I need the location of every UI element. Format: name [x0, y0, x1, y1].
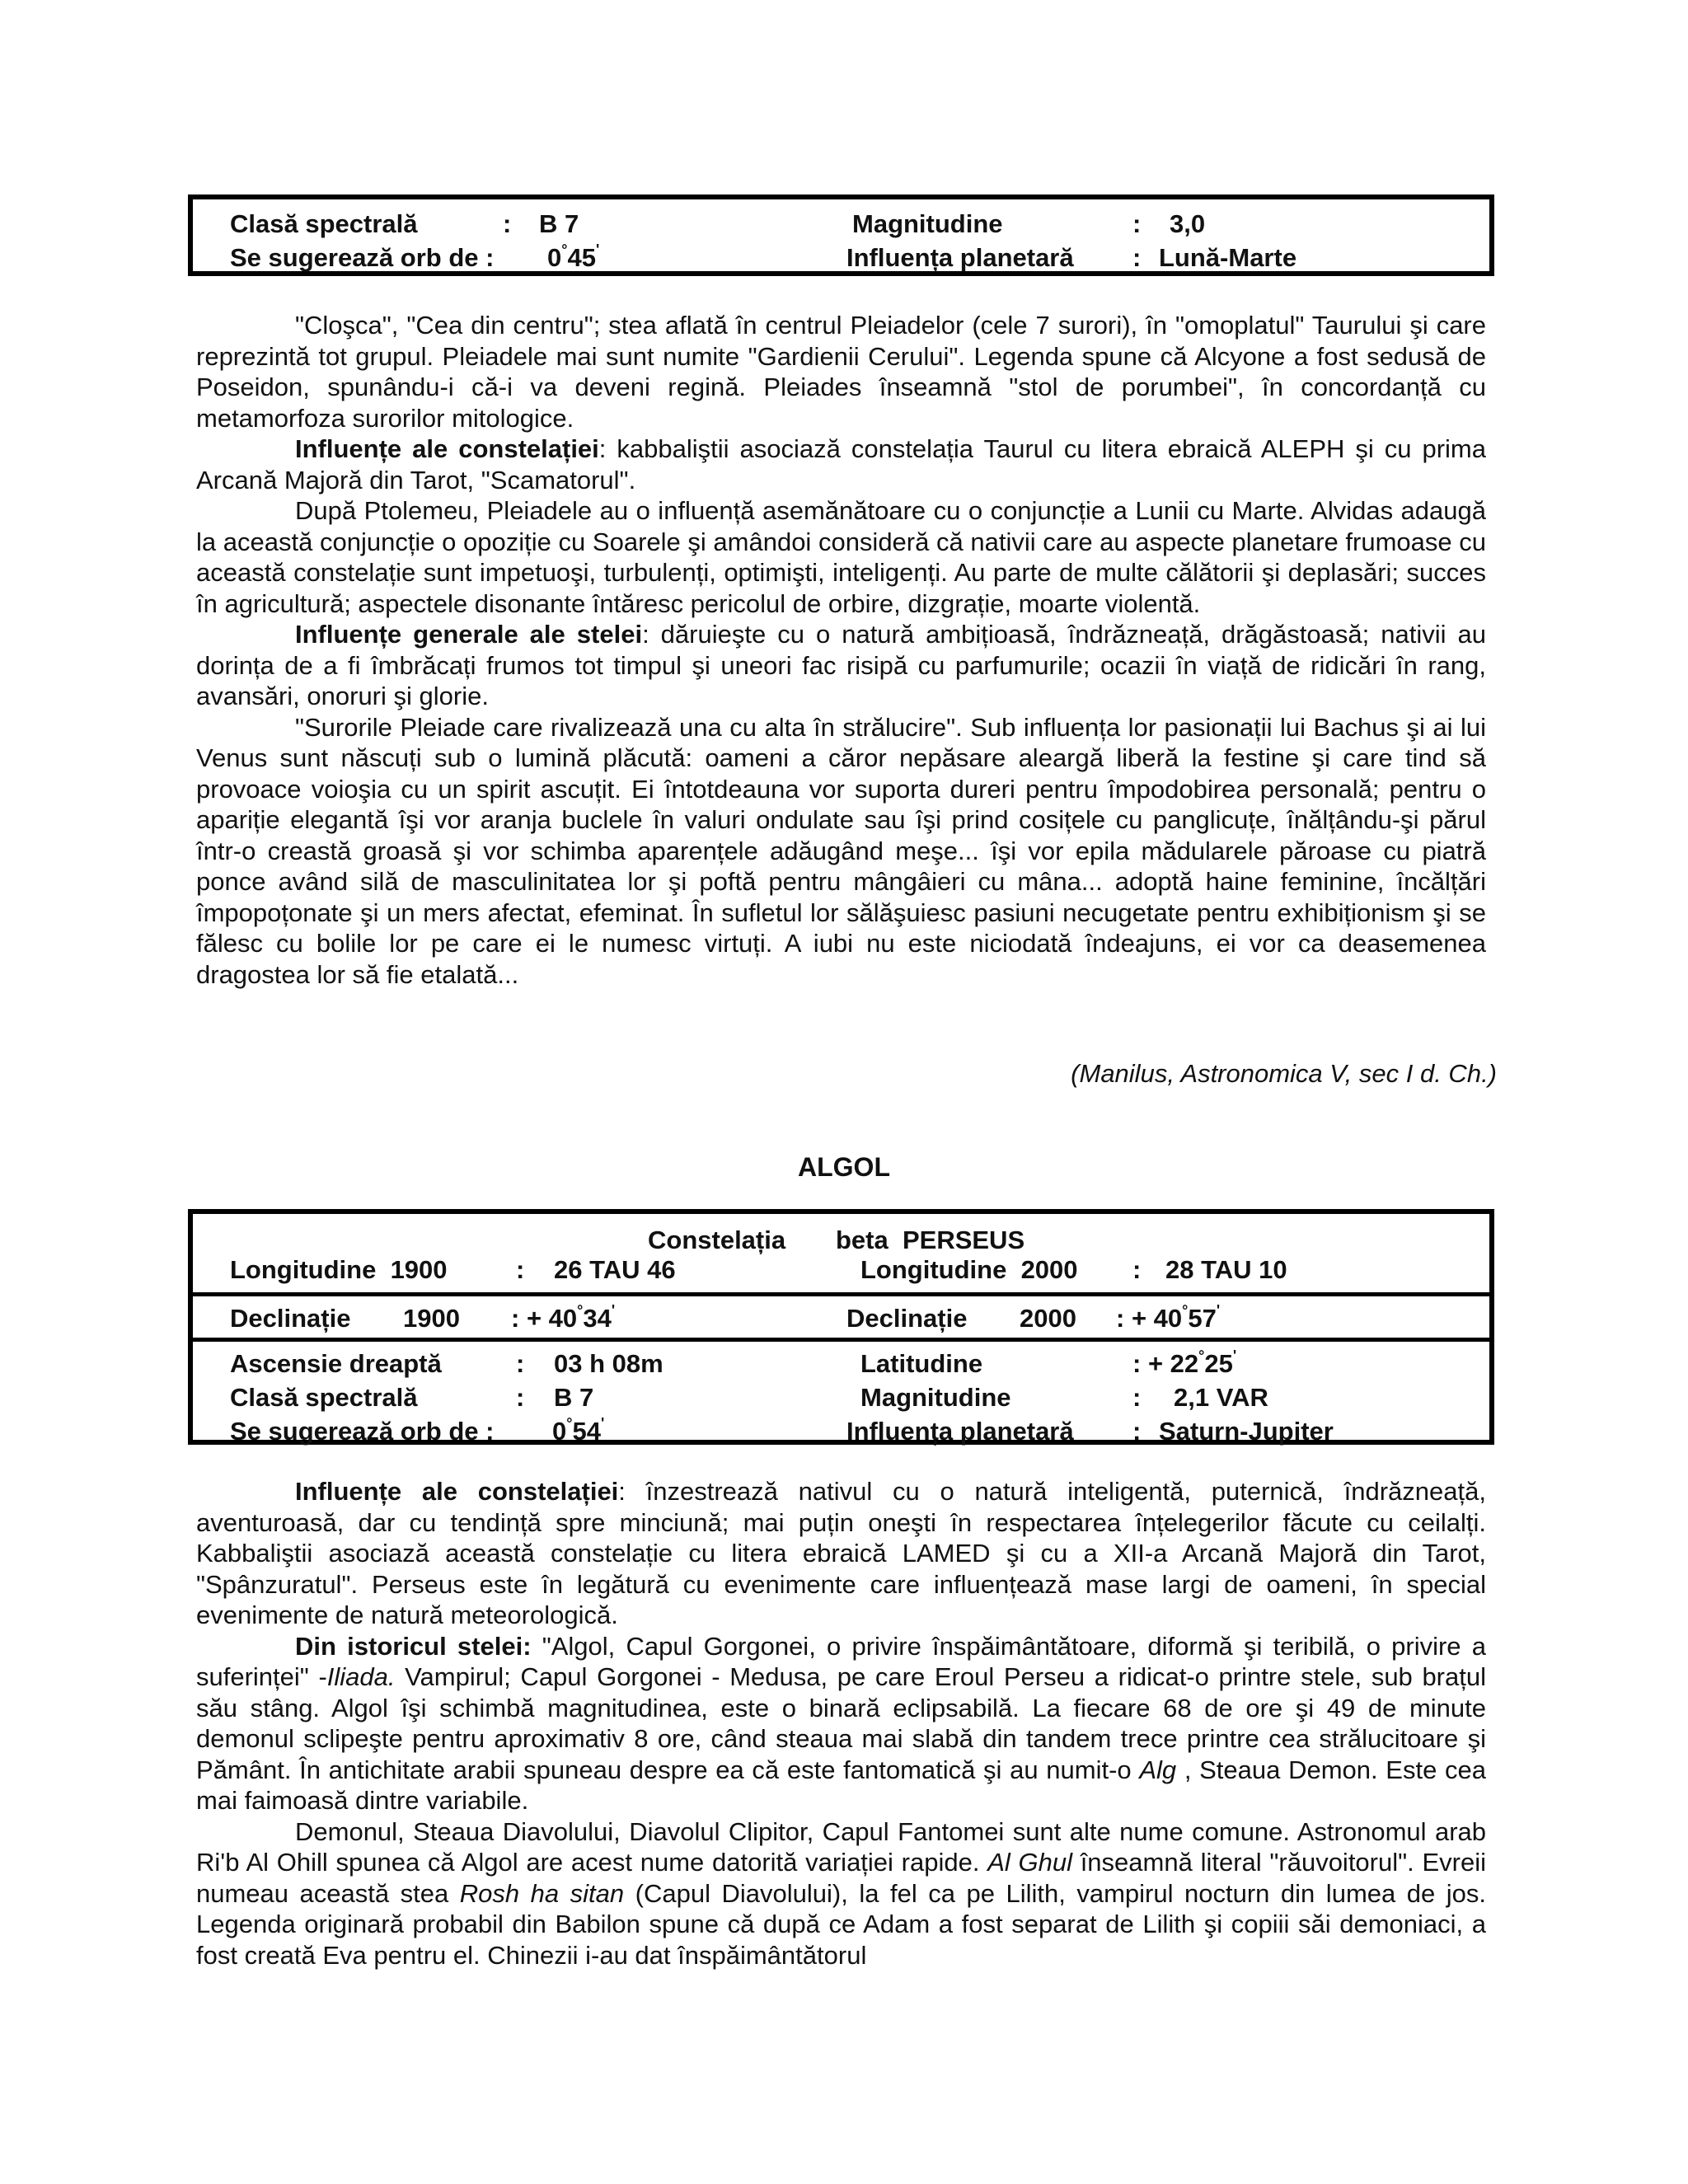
- divider: [193, 1292, 1489, 1296]
- declination-2000-value: : + 40°57': [1116, 1302, 1221, 1333]
- paragraph: Din istoricul stelei: "Algol, Capul Gorgonei, o privire înspăimântătoare, diformă şi teribilă, o privire a suferinței" -Iliada. Vampirul; Capul Gorgonei - Medusa, pe care Eroul Perseu a ridicat-o printre stele, sub brațul său stâng. Algol îşi schimbă magnitudinea, este o binară eclipsabilă. La fiecare 68 de ore şi 49 de minute demonul sclipeşte pentru aproximativ 8 ore, când steaua mai slabă din tandem trece printre cea strălucitoare şi Pământ. În antichitate arabii spuneau despre ea că este fantomatică şi au numit-o Alg , Steaua Demon. Este cea mai faimoasă dintre variabile.: [196, 1631, 1486, 1815]
- planetary-influence-label: Influența planetară: [846, 243, 1074, 272]
- magnitude-value: 2,1 VAR: [1174, 1383, 1268, 1412]
- paragraph: "Surorile Pleiade care rivalizează una cu alta în strălucire". Sub influența lor pasionații lui Bachus şi ai lui Venus sunt născuți sub o lumină plăcută: oameni a căror nepăsare aleargă liberă la festine şi care tind să provoace voioşia cu un spirit ascuțit. Ei întotdeauna vor suporta dureri pentru împodobirea personală; pentru o apariție elegantă îşi vor aranja buclele în valuri ondulate sau îşi prind cosițele cu panglicuțe, înălțându-şi părul într-o creastă groasă şi vor schimba aparențele adăugând meşe... îşi vor epila mădularele păroase cu piatră ponce având silă de masculinitatea lor şi poftă pentru mângâieri cu mâna... adoptă haine feminine, încălțări împopoțonate şi un mers afectat, efeminat. În sufletul lor sălăşuiesc pasiuni necugetate pentru exhibiționism şi se fălesc cu bolile lor pe care ei le numesc virtuți. A iubi nu este niciodată îndeajuns, ei vor ca deasemenea dragostea lor să fie etalată...: [196, 712, 1486, 989]
- paragraph: Influențe ale constelației: kabbaliştii asociază constelația Taurul cu litera ebraică ALEPH şi cu prima Arcană Majoră din Tarot, "Scamatorul".: [196, 434, 1486, 494]
- declination-1900-label: Declinație: [230, 1304, 351, 1333]
- star-data-box-pleiades: Clasă spectrală : B 7 Magnitudine : 3,0 Se sugerează orb de : 0°45' Influența planetară : Lună-Marte: [188, 194, 1494, 276]
- latitude-value: : + 22°25': [1132, 1347, 1237, 1378]
- magnitude-value: 3,0: [1170, 209, 1206, 238]
- longitude-2000-value: 28 TAU 10: [1165, 1255, 1287, 1284]
- magnitude-label: Magnitudine: [860, 1383, 1011, 1412]
- longitude-1900-label: Longitudine 1900: [230, 1255, 448, 1284]
- planetary-influence-label: Influența planetară: [846, 1417, 1074, 1446]
- spectral-class-label: Clasă spectrală: [230, 1383, 418, 1412]
- right-ascension-value: 03 h 08m: [554, 1349, 663, 1378]
- algol-description: [196, 1476, 1486, 1971]
- orb-label: Se sugerează orb de :: [230, 1417, 495, 1446]
- right-ascension-label: Ascensie dreaptă: [230, 1349, 442, 1378]
- divider: [193, 1338, 1489, 1342]
- constellation-value: beta PERSEUS: [836, 1226, 1025, 1254]
- latitude-label: Latitudine: [860, 1349, 983, 1378]
- planetary-influence-value: Lună-Marte: [1159, 243, 1297, 272]
- spectral-class-value: B 7: [554, 1383, 594, 1412]
- orb-value: 0°45': [547, 241, 600, 272]
- longitude-2000-label: Longitudine 2000: [860, 1255, 1078, 1284]
- pleiades-description: [196, 310, 1486, 990]
- orb-label: Se sugerează orb de :: [230, 243, 495, 272]
- declination-2000-year: 2000: [1020, 1304, 1076, 1333]
- declination-1900-year: 1900: [403, 1304, 460, 1333]
- orb-value: 0°54': [552, 1415, 605, 1446]
- citation: (Manilus, Astronomica V, sec I d. Ch.): [1071, 1059, 1497, 1088]
- longitude-1900-value: 26 TAU 46: [554, 1255, 676, 1284]
- star-data-box-algol: Constelația beta PERSEUS Longitudine 1900 : 26 TAU 46 Longitudine 2000 : 28 TAU 10 Declinație 1900 : + 40°34' Declinație 2000 : + 40°57' Ascensie dreaptă : 03 h 08m Latitudine : + 22°25' Clasă spectrală : B 7 Magnitudine : 2,1 VAR Se sugerează orb de : 0°54' Influența planetară : Saturn-Jupiter: [188, 1209, 1494, 1445]
- magnitude-label: Magnitudine: [852, 209, 1003, 238]
- section-title: ALGOL: [798, 1152, 890, 1182]
- planetary-influence-value: Saturn-Jupiter: [1159, 1417, 1334, 1446]
- declination-2000-label: Declinație: [846, 1304, 968, 1333]
- paragraph: După Ptolemeu, Pleiadele au o influență asemănătoare cu o conjuncție a Lunii cu Marte. Alvidas adaugă la această conjuncție o opoziție cu Soarele şi amândoi consideră că nativii care au aspecte planetare frumoase cu această constelație sunt impetuoşi, turbulenți, optimişti, inteligenți. Au parte de multe călătorii şi deplasări; succes în agricultură; aspectele disonante întăresc pericolul de orbire, dizgrație, moarte violentă.: [196, 496, 1486, 618]
- paragraph: Demonul, Steaua Diavolului, Diavolul Clipitor, Capul Fantomei sunt alte nume comune. Astronomul arab Ri'b Al Ohill spunea că Algol are acest nume datorită variației rapide. Al Ghul înseamnă literal "răuvoitorul". Evreii numeau această stea Rosh ha sitan (Capul Diavolului), la fel ca pe Lilith, vampirul nocturn din lumea de jos. Legenda originară probabil din Babilon spune că după ce Adam a fost separat de Lilith şi copiii săi demoniaci, a fost creată Eva pentru el. Chinezii i-au dat înspăimântătorul: [196, 1816, 1486, 1970]
- spectral-class-value: B 7: [539, 209, 579, 238]
- paragraph: "Cloşca", "Cea din centru"; stea aflată în centrul Pleiadelor (cele 7 surori), în "omoplatul" Taurului şi care reprezintă tot grupul. Pleiadele mai sunt numite "Gardienii Cerului". Legenda spune că Alcyone a fost sedusă de Poseidon, spunându-i că-i va deveni regină. Pleiades înseamnă "stol de porumbei", în concordanță cu metamorfoza surorilor mitologice.: [196, 311, 1486, 433]
- spectral-class-label: Clasă spectrală: [230, 209, 418, 238]
- paragraph: Influențe generale ale stelei: dăruieşte cu o natură ambițioasă, îndrăzneață, drăgăstoasă; nativii au dorința de a fi îmbrăcați frumos tot timpul şi uneori fac risipă cu parfumurile; ocazii în viață de ridicări în rang, avansări, onoruri şi glorie.: [196, 620, 1486, 710]
- constellation-label: Constelația: [648, 1226, 786, 1254]
- declination-1900-value: : + 40°34': [511, 1302, 616, 1333]
- paragraph: Influențe ale constelației: înzestrează nativul cu o natură inteligentă, puternică, îndrăzneață, aventuroasă, dar cu tendință spre minciună; mai puțin oneşti în respectarea înțelegerilor făcute cu ceilalți. Kabbaliştii asociază această constelație cu litera ebraică LAMED şi cu a XII-a Arcană Majoră din Tarot, "Spânzuratul". Perseus este în legătură cu evenimente care influențează mase largi de oameni, în special evenimente de natură meteorologică.: [196, 1477, 1486, 1629]
